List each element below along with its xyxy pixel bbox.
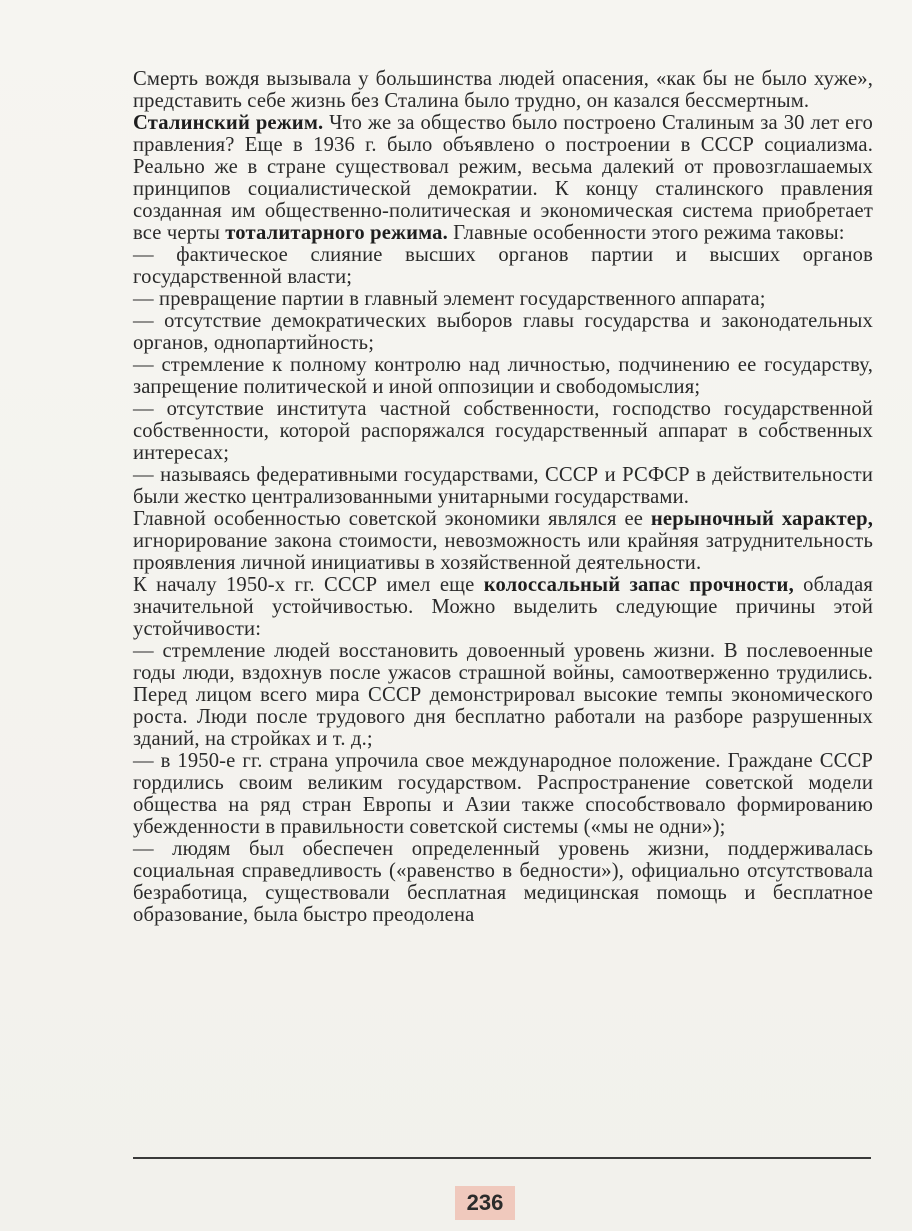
paragraph-text: Что же за общество было построено Сталиным за 30 лет его правления? Еще в 1936 г. было объявлено о построении в СССР социализма. Реально же в стране существовал режим, весьма далекий от провозглашаемых принципов социалистической демократии. К концу сталинского правления созданная им общественно-политическая и экономическая система приобретает все черты (133, 112, 873, 244)
list-item: — фактическое слияние высших органов партии и высших органов государственной власти; (133, 244, 873, 288)
paragraph-text: К началу 1950-х гг. СССР имел еще (133, 574, 484, 596)
bold-term-totalitarian: тоталитарного режима. (225, 222, 448, 244)
paragraph-text: Главной особенностью советской экономики являлся ее (133, 508, 651, 530)
paragraph-economy (133, 508, 873, 574)
list-item: — стремление людей восстановить довоенный уровень жизни. В послевоенные годы люди, вздохнув после ужасов страшной войны, самоотверженно трудились. Перед лицом всего мира СССР демонстрировал высокие темпы экономического роста. Люди после трудового дня бесплатно работали на разборе разрушенных зданий, на стройках и т. д.; (133, 640, 873, 750)
paragraph-text: обладая значительной устойчивостью. Можно выделить следующие причины этой устойчивости: (133, 574, 873, 640)
paragraph-stalin-regime (133, 112, 873, 244)
bold-term-non-market: нерыночный характер, (650, 508, 873, 530)
footer-divider (133, 1157, 871, 1159)
list-item: — людям был обеспечен определенный уровень жизни, поддерживалась социальная справедливость («равенство в бедности»), официально отсутствовала безработица, существовали бесплатная медицинская помощь и бесплатное образование, была быстро преодолена (133, 838, 873, 926)
bold-term-stability-margin: колоссальный запас прочности, (483, 574, 794, 596)
section-heading-stalin-regime: Сталинский режим. (133, 112, 324, 134)
list-item: — стремление к полному контролю над личностью, подчинению ее государству, запрещение политической и иной оппозиции и свободомыслия; (133, 354, 873, 398)
page-number: 236 (455, 1186, 515, 1220)
list-item: — отсутствие института частной собственности, господство государственной собственности, которой распоряжался государственный аппарат в собственных интересах; (133, 398, 873, 464)
list-item: — называясь федеративными государствами, СССР и РСФСР в действительности были жестко централизованными унитарными государствами. (133, 464, 873, 508)
body-text (133, 68, 873, 926)
paragraph-stability (133, 574, 873, 640)
paragraph-text: игнорирование закона стоимости, невозможность или крайняя затруднительность проявления личной инициативы в хозяйственной деятельности. (133, 530, 873, 574)
paragraph-text: Главные особенности этого режима таковы: (447, 222, 845, 244)
list-item: — отсутствие демократических выборов главы государства и законодательных органов, однопартийность; (133, 310, 873, 354)
paragraph-stalin-death: Смерть вождя вызывала у большинства людей опасения, «как бы не было хуже», представить себе жизнь без Сталина было трудно, он казался бессмертным. (133, 68, 873, 112)
list-item: — превращение партии в главный элемент государственного аппарата; (133, 288, 766, 310)
list-item: — в 1950-е гг. страна упрочила свое международное положение. Граждане СССР гордились своим великим государством. Распространение советской модели общества на ряд стран Европы и Азии также способствовало формированию убежденности в правильности советской системы («мы не одни»); (133, 750, 873, 838)
